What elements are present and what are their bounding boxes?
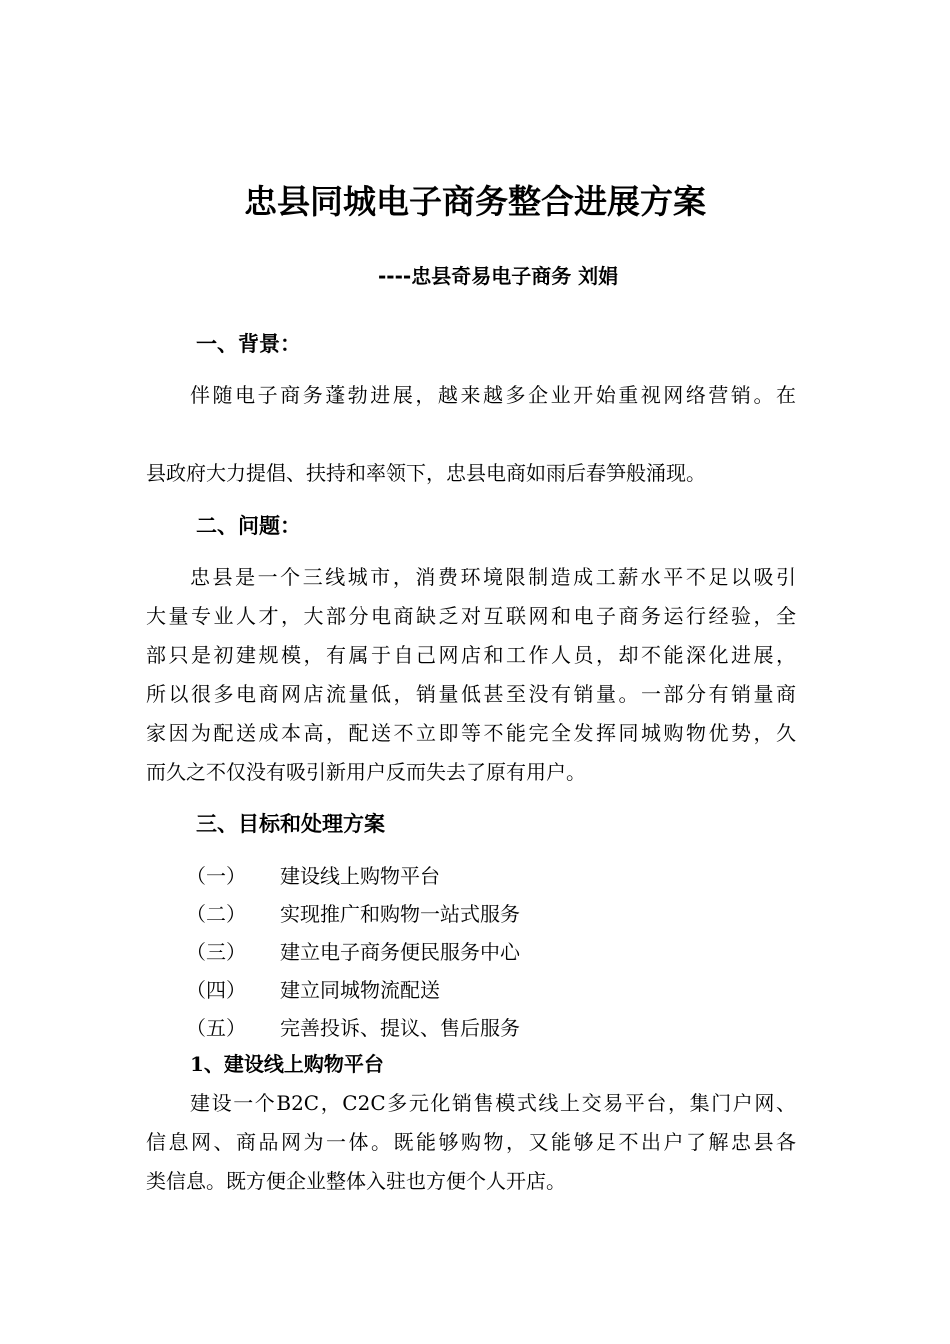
document-title: 忠县同城电子商务整合进展方案 [244, 182, 706, 221]
list-item-text: 建立电子商务便民服务中心 [280, 940, 520, 964]
paragraph-line: 而久之不仅没有吸引新用户反而失去了原有用户。 [146, 760, 586, 784]
list-item [186, 971, 520, 1009]
background-heading: 一、背景： [196, 331, 301, 356]
goals-list [186, 857, 520, 1047]
problem-paragraph [146, 558, 796, 792]
list-item-number: （五） [186, 1016, 246, 1040]
list-item-number: （三） [186, 940, 246, 964]
list-item [186, 895, 520, 933]
goals-heading: 三、目标和处理方案 [196, 811, 385, 836]
document-author-line: ----忠县奇易电子商务 刘娟 [378, 264, 619, 288]
list-item-text: 完善投诉、提议、售后服务 [280, 1016, 520, 1040]
list-item-text: 实现推广和购物一站式服务 [280, 902, 520, 926]
list-item-text: 建立同城物流配送 [280, 978, 440, 1002]
list-item-text: 建设线上购物平台 [280, 864, 440, 888]
paragraph-line: 建设一个B2C，C2C多元化销售模式线上交易平台，集门户网、 [190, 1091, 796, 1115]
paragraph-line: 大量专业人才，大部分电商缺乏对互联网和电子商务运行经验，全 [146, 604, 796, 628]
paragraph-line: 类信息。既方便企业整体入驻也方便个人开店。 [146, 1169, 566, 1193]
list-item [186, 933, 520, 971]
list-item-number: （四） [186, 978, 246, 1002]
list-item-number: （二） [186, 902, 246, 926]
problem-heading: 二、问题： [196, 513, 301, 538]
platform-subheading: 1、建设线上购物平台 [190, 1052, 384, 1076]
paragraph-line: 忠县是一个三线城市，消费环境限制造成工薪水平不足以吸引 [190, 565, 796, 589]
paragraph-line: 所以很多电商网店流量低，销量低甚至没有销量。一部分有销量商 [146, 682, 796, 706]
paragraph-line: 伴随电子商务蓬勃进展，越来越多企业开始重视网络营销。在 [190, 383, 796, 407]
background-paragraph [146, 356, 796, 512]
paragraph-line: 部只是初建规模，有属于自己网店和工作人员，却不能深化进展， [146, 643, 796, 667]
paragraph-line: 家因为配送成本高，配送不立即等不能完全发挥同城购物优势，久 [146, 721, 796, 745]
paragraph-line: 县政府大力提倡、扶持和率领下，忠县电商如雨后春笋般涌现。 [146, 461, 706, 485]
list-item [186, 1009, 520, 1047]
paragraph-line: 信息网、商品网为一体。既能够购物，又能够足不出户了解忠县各 [146, 1130, 796, 1154]
list-item-number: （一） [186, 864, 246, 888]
list-item [186, 857, 520, 895]
platform-paragraph [146, 1084, 796, 1201]
